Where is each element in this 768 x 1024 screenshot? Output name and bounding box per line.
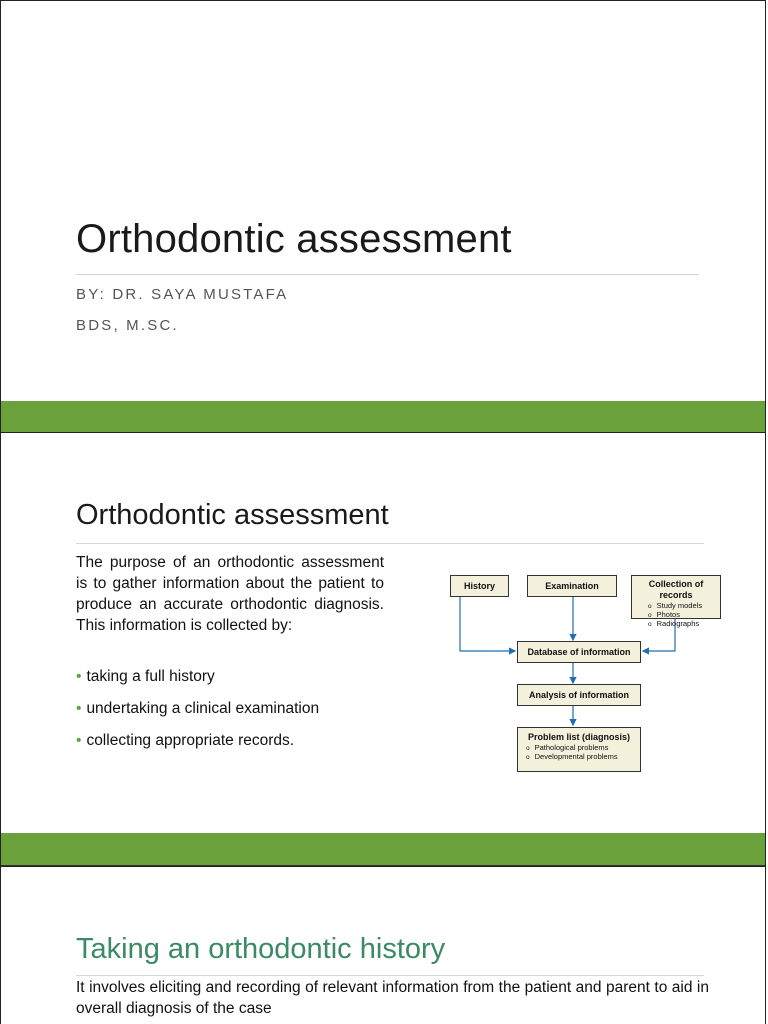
database-label: Database of information	[527, 647, 631, 657]
list-item	[76, 666, 319, 698]
problem-label: Problem list (diagnosis)	[527, 732, 630, 742]
bullet-icon: •	[76, 668, 82, 685]
problem-items	[526, 743, 638, 761]
problem-list-box	[517, 727, 641, 772]
accent-bar	[1, 833, 765, 866]
history-label: History	[463, 581, 495, 591]
author-line: BY: DR. SAYA MUSTAFA	[76, 286, 289, 303]
examination-box	[527, 575, 617, 597]
list-item	[76, 698, 319, 730]
analysis-label: Analysis of information	[528, 690, 629, 700]
title-divider	[76, 274, 699, 275]
collection-box	[631, 575, 721, 628]
assessment-flow-diagram	[441, 563, 731, 813]
bullet-icon: •	[76, 700, 82, 717]
database-box	[517, 641, 641, 663]
examination-label: Examination	[545, 581, 599, 591]
collection-label: Collection of records	[648, 579, 704, 600]
analysis-box	[517, 684, 641, 706]
list-item: o Pathological problems	[526, 743, 638, 752]
slide-heading: Orthodontic assessment	[76, 499, 389, 531]
page-title: Orthodontic assessment	[76, 217, 512, 261]
intro-paragraph: The purpose of an orthodontic assessment is to gather information about the patient to produce an accurate orthodontic diagnosis. This information is collected by:	[76, 554, 384, 634]
slide-heading: Taking an orthodontic history	[76, 933, 446, 965]
list-item: o Developmental problems	[526, 752, 638, 761]
degrees-line: BDS, M.SC.	[76, 317, 179, 334]
list-item: o Photos	[648, 610, 718, 619]
history-paragraph: It involves eliciting and recording of relevant information from the patient and parent to aid in overall diagnosis of the case	[76, 979, 709, 1017]
list-item: o Radiographs	[648, 619, 718, 628]
list-item: o Study models	[648, 601, 718, 610]
slide-title	[0, 0, 766, 432]
bullet-list	[76, 666, 319, 762]
slide-history	[0, 866, 766, 1024]
arrow-history-database	[460, 596, 515, 651]
heading-divider	[76, 543, 704, 544]
history-box	[450, 575, 509, 597]
collection-items	[648, 601, 718, 628]
bullet-text: collecting appropriate records.	[86, 732, 295, 749]
heading-divider	[76, 975, 704, 976]
accent-bar	[1, 401, 765, 434]
bullet-text: taking a full history	[86, 668, 215, 685]
list-item	[76, 730, 319, 762]
bullet-text: undertaking a clinical examination	[86, 700, 320, 717]
bullet-icon: •	[76, 732, 82, 749]
slide-assessment	[0, 432, 766, 866]
